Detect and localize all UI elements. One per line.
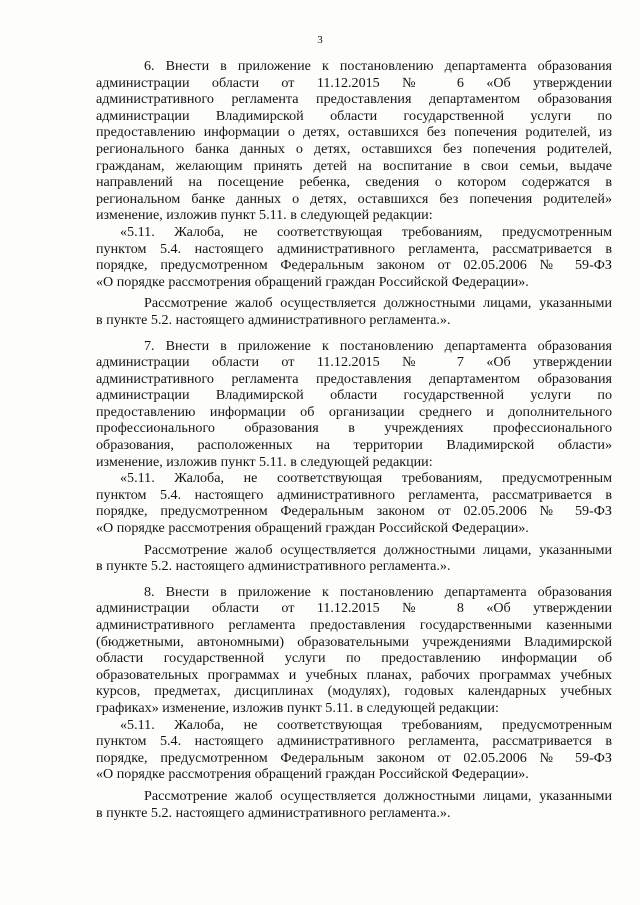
text-line: 7. Внести в приложение к постановлению департамента образования — [144, 337, 612, 354]
text-line: регионального банка данных о детях, оставшихся без попечения родителей, — [96, 140, 612, 157]
text-line: «О порядке рассмотрения обращений граждан Российской Федерации». — [96, 766, 529, 783]
text-line: порядке, предусмотренном Федеральным законом от 02.05.2006 № 59-ФЗ — [96, 257, 612, 274]
text-line: Рассмотрение жалоб осуществляется должностными лицами, указанными — [144, 541, 612, 558]
text-line: «5.11. Жалоба, не соответствующая требованиям, предусмотренным — [120, 223, 612, 240]
text-line: образования, расположенных на территории Владимирской области» — [96, 437, 612, 454]
section-8-quote — [96, 717, 612, 783]
text-line: направлений на посещение ребенка, сведения о котором содержатся в — [96, 174, 612, 191]
text-line: предоставлению информации о детях, оставшихся без попечения родителей, из — [96, 124, 612, 141]
document-body — [96, 58, 612, 821]
text-line: 6. Внести в приложение к постановлению департамента образования — [144, 58, 612, 74]
text-line: административного регламента предоставления департаментом образования — [96, 370, 612, 387]
page-number: 3 — [317, 34, 323, 46]
text-line: профессионального образования в учреждениях профессионального — [96, 420, 612, 437]
text-line: администрации области от 11.12.2015 № 6 «Об утверждении — [96, 74, 612, 91]
text-line: административного регламента предоставления департаментом образования — [96, 91, 612, 108]
text-line: 8. Внести в приложение к постановлению департамента образования — [144, 583, 612, 600]
text-line: курсов, предметах, дисциплинах (модулях), годовых календарных учебных — [96, 683, 612, 700]
text-line: пунктом 5.4. настоящего административного регламента, рассматривается в — [96, 240, 612, 257]
section-7-quote — [96, 470, 612, 536]
text-line: пунктом 5.4. настоящего административного регламента, рассматривается в — [96, 486, 612, 503]
section-8-closing — [96, 788, 612, 821]
text-line: предоставлению информации об организации среднего и дополнительного — [96, 403, 612, 420]
text-line: в пункте 5.2. настоящего административного регламента.». — [96, 558, 451, 575]
text-line: администрации области от 11.12.2015 № 7 «Об утверждении — [96, 354, 612, 371]
section-8-intro — [96, 584, 612, 717]
text-line: графиках» изменение, изложив пункт 5.11. в следующей редакции: — [96, 699, 499, 716]
text-line: области государственной услуги по предоставлению информации об — [96, 650, 612, 667]
text-line: «О порядке рассмотрения обращений граждан Российской Федерации». — [96, 273, 529, 290]
text-line: изменение, изложив пункт 5.11. в следующей редакции: — [96, 453, 433, 470]
section-7-intro — [96, 338, 612, 471]
section-6-quote — [96, 224, 612, 290]
text-line: Рассмотрение жалоб осуществляется должностными лицами, указанными — [144, 295, 612, 312]
text-line: в пункте 5.2. настоящего административного регламента.». — [96, 311, 451, 328]
text-line: «5.11. Жалоба, не соответствующая требованиям, предусмотренным — [120, 716, 612, 733]
text-line: административного регламента предоставления государственными казенными — [96, 617, 612, 633]
text-line: администрации Владимирской области государственной услуги по — [96, 387, 612, 404]
text-line: изменение, изложив пункт 5.11. в следующей редакции: — [96, 207, 433, 224]
text-line: порядке, предусмотренном Федеральным законом от 02.05.2006 № 59-ФЗ — [96, 503, 612, 520]
section-6-intro — [96, 58, 612, 224]
text-line: Рассмотрение жалоб осуществляется должностными лицами, указанными — [144, 787, 612, 804]
section-6-closing — [96, 295, 612, 328]
text-line: (бюджетными, автономными) образовательными учреждениями Владимирской — [96, 633, 612, 650]
section-7-closing — [96, 542, 612, 575]
text-line: гражданам, желающим принять детей на воспитание в свои семьи, выдаче — [96, 157, 612, 174]
text-line: порядке, предусмотренном Федеральным законом от 02.05.2006 № 59-ФЗ — [96, 749, 612, 766]
text-line: администрации области от 11.12.2015 № 8 «Об утверждении — [96, 600, 612, 617]
text-line: пунктом 5.4. настоящего административного регламента, рассматривается в — [96, 733, 612, 750]
text-line: администрации Владимирской области государственной услуги по — [96, 107, 612, 124]
text-line: региональном банке данных о детях, оставшихся без попечения родителей» — [96, 190, 612, 207]
text-line: «О порядке рассмотрения обращений граждан Российской Федерации». — [96, 520, 529, 537]
text-line: «5.11. Жалоба, не соответствующая требованиям, предусмотренным — [120, 470, 612, 487]
text-line: образовательных программах и учебных планах, рабочих программах учебных — [96, 666, 612, 683]
text-line: в пункте 5.2. настоящего административного регламента.». — [96, 804, 451, 821]
